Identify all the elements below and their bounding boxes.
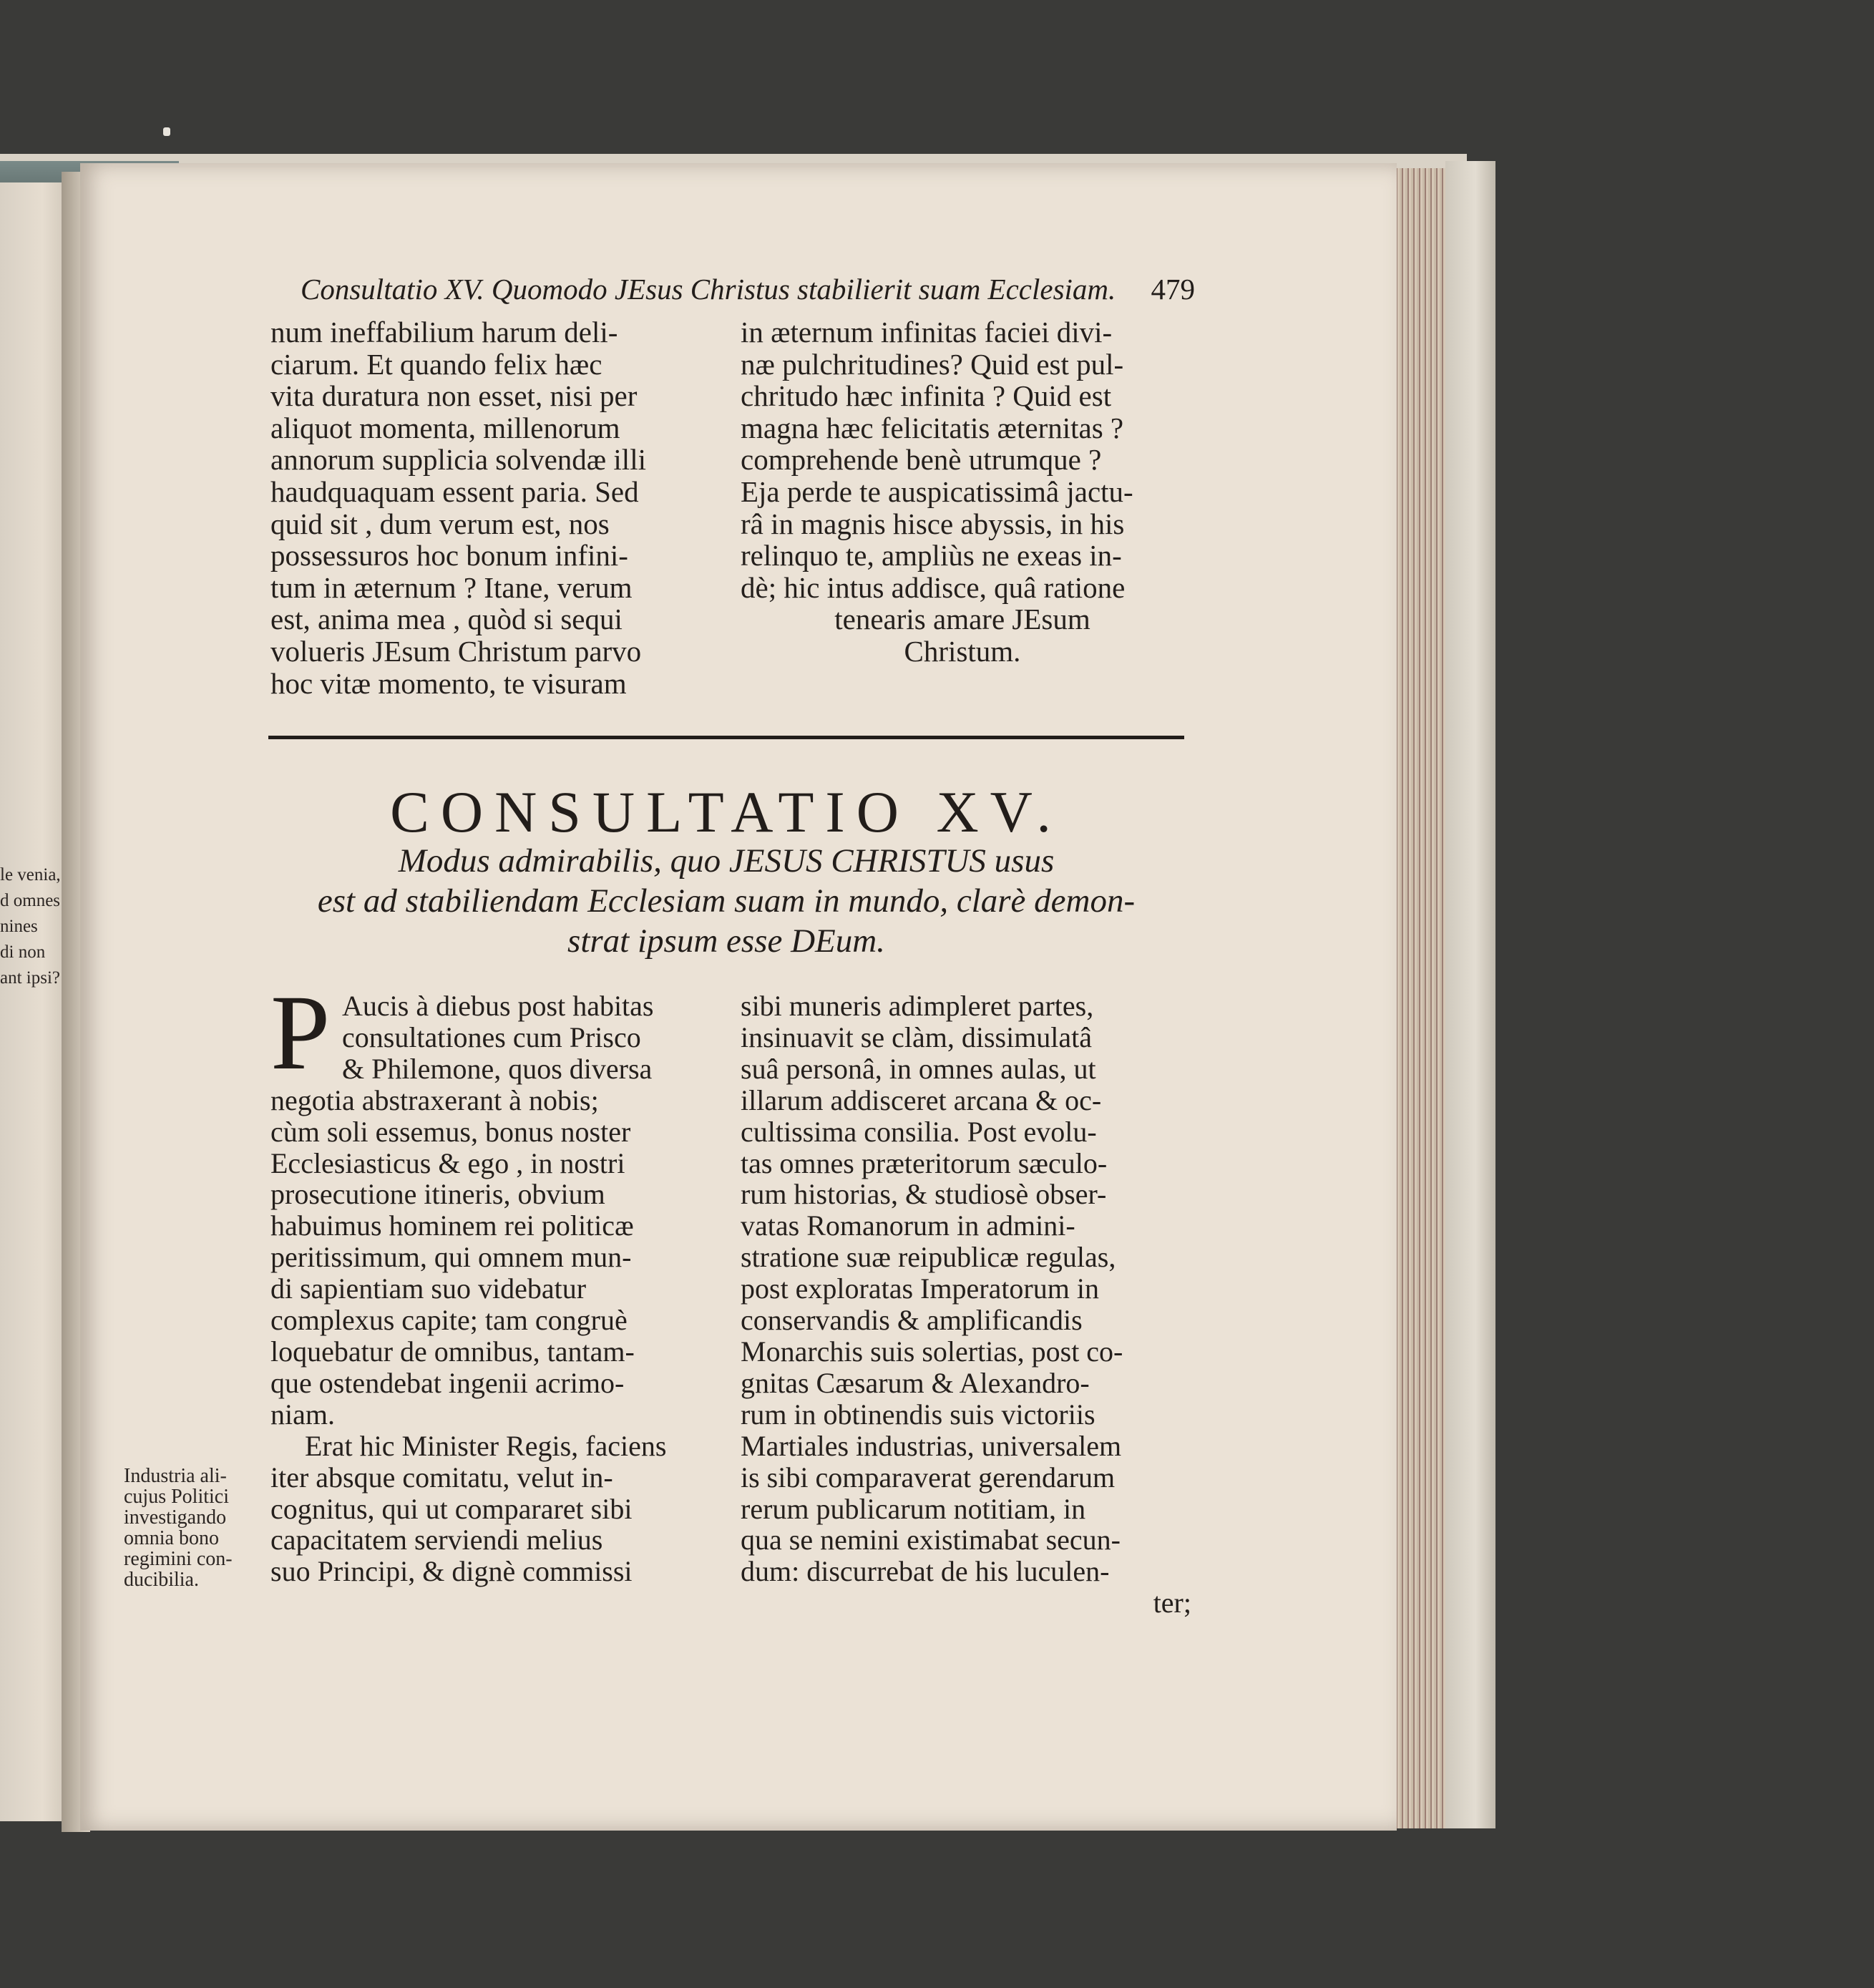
- catchword: ter;: [1153, 1587, 1191, 1619]
- text-line: quid sit , dum verum est, nos: [270, 507, 610, 540]
- section-heading: CONSULTATIO XV.: [390, 779, 1063, 844]
- note-line: investigando: [124, 1506, 227, 1529]
- text-line: peritissimum, qui omnem mun-: [270, 1241, 632, 1274]
- text-line: volueris JEsum Christum parvo: [270, 634, 642, 668]
- margin-fragment: d omnes: [0, 891, 61, 910]
- text-line: qua se nemini existimabat secun-: [741, 1524, 1121, 1556]
- text-line: Ecclesiasticus & ego , in nostri: [270, 1146, 625, 1179]
- text-line: Erat hic Minister Regis, faciens: [305, 1429, 667, 1462]
- text-line: cultissima consilia. Post evolu-: [741, 1115, 1097, 1148]
- text-line: is sibi comparaverat gerendarum: [741, 1461, 1116, 1494]
- note-line: omnia bono: [124, 1527, 219, 1549]
- text-line: rum in obtinendis suis victoriis: [741, 1398, 1095, 1431]
- text-line: tum in æternum ? Itane, verum: [270, 570, 633, 604]
- note-line: Industria ali-: [124, 1465, 227, 1487]
- subtitle-line: est ad stabiliendam Ecclesiam suam in mundo, clarè demon-: [317, 882, 1136, 920]
- page-block-edges: [1388, 168, 1445, 1828]
- top-left-column: [270, 316, 714, 699]
- margin-fragment: ant ipsi?: [0, 968, 61, 988]
- subtitle-line: Modus admirabilis, quo JESUS CHRISTUS usus: [398, 842, 1055, 880]
- margin-fragment: di non: [0, 942, 46, 962]
- margin-fragment: le venia,: [0, 865, 61, 885]
- section-subtitle: [268, 841, 1184, 961]
- section-divider-rule: [268, 736, 1184, 739]
- subtitle-line: strat ipsum esse DEum.: [567, 922, 885, 960]
- text-line: conservandis & amplificandis: [741, 1304, 1083, 1337]
- top-right-column: [741, 316, 1184, 668]
- text-line: possessuros hoc bonum infini-: [270, 539, 628, 572]
- text-line: niam.: [270, 1398, 335, 1431]
- left-page-margin-text: [0, 862, 72, 991]
- text-line: haudquaquam essent paria. Sed: [270, 474, 639, 508]
- text-line: tas omnes præteritorum sæculo-: [741, 1146, 1108, 1179]
- text-line-centered: tenearis amare JEsum: [834, 603, 1090, 636]
- text-line: relinquo te, ampliùs ne exeas in-: [741, 539, 1122, 572]
- drop-cap: P: [270, 973, 331, 1092]
- text-line: dè; hic intus addisce, quâ ratione: [741, 570, 1126, 604]
- text-line: capacitatem serviendi melius: [270, 1524, 603, 1556]
- text-line: Monarchis suis solertias, post co-: [741, 1335, 1123, 1368]
- text-line: iter absque comitatu, velut in-: [270, 1461, 613, 1494]
- paper-fleck: [163, 127, 170, 136]
- text-line: cognitus, qui ut compararet sibi: [270, 1492, 633, 1525]
- text-line: & Philemone, quos diversa: [342, 1052, 653, 1085]
- text-line: næ pulchritudines? Quid est pul-: [741, 347, 1124, 381]
- text-line: aliquot momenta, millenorum: [270, 411, 620, 444]
- text-line: vita duratura non esset, nisi per: [270, 379, 638, 413]
- text-line: ciarum. Et quando felix hæc: [270, 347, 602, 381]
- text-line: rerum publicarum notitiam, in: [741, 1492, 1086, 1525]
- text-line: insinuavit se clàm, dissimulatâ: [741, 1020, 1093, 1053]
- text-line: consultationes cum Prisco: [342, 1020, 641, 1053]
- note-line: cujus Politici: [124, 1486, 229, 1508]
- text-line: est, anima mea , quòd si sequi: [270, 603, 623, 636]
- text-line: stratione suæ reipublicæ regulas,: [741, 1241, 1116, 1274]
- text-line: annorum supplicia solvendæ illi: [270, 443, 646, 477]
- body-right-column: [741, 990, 1191, 1619]
- text-line: vatas Romanorum in admini-: [741, 1209, 1075, 1242]
- running-header: [301, 272, 1195, 308]
- marginal-note: [124, 1466, 270, 1590]
- text-line: hoc vitæ momento, te visuram: [270, 666, 627, 700]
- running-title: Consultatio XV. Quomodo JEsus Christus stabilierit suam Ecclesiam.: [301, 273, 1116, 306]
- text-line: râ in magnis hisce abyssis, in his: [741, 507, 1125, 540]
- book-cover-edge: [1445, 161, 1495, 1828]
- text-line: que ostendebat ingenii acrimo-: [270, 1366, 625, 1399]
- text-line: rum historias, & studiosè obser-: [741, 1178, 1107, 1211]
- text-line: dum: discurrebat de his luculen-: [741, 1555, 1110, 1588]
- note-line: regimini con-: [124, 1548, 233, 1570]
- text-line: habuimus hominem rei politicæ: [270, 1209, 634, 1242]
- text-line: loquebatur de omnibus, tantam-: [270, 1335, 635, 1368]
- text-line: negotia abstraxerant à nobis;: [270, 1083, 599, 1116]
- text-line: chritudo hæc infinita ? Quid est: [741, 379, 1112, 413]
- page-number: 479: [1151, 273, 1195, 306]
- text-line: Martiales industrias, universalem: [741, 1429, 1122, 1462]
- text-line: cùm soli essemus, bonus noster: [270, 1115, 631, 1148]
- text-line: di sapientiam suo videbatur: [270, 1272, 587, 1305]
- text-line: suo Principi, & dignè commissi: [270, 1555, 633, 1588]
- text-line: Aucis à diebus post habitas: [342, 990, 654, 1022]
- text-line: complexus capite; tam congruè: [270, 1304, 628, 1337]
- text-line: illarum addisceret arcana & oc-: [741, 1083, 1102, 1116]
- text-line-centered: Christum.: [904, 634, 1021, 668]
- text-line: prosecutione itineris, obvium: [270, 1178, 605, 1211]
- margin-fragment: nines: [0, 917, 38, 936]
- text-line: in æternum infinitas faciei divi-: [741, 316, 1113, 349]
- text-line: suâ personâ, in omnes aulas, ut: [741, 1052, 1096, 1085]
- text-line: magna hæc felicitatis æternitas ?: [741, 411, 1124, 444]
- text-line: num ineffabilium harum deli-: [270, 316, 618, 349]
- note-line: ducibilia.: [124, 1569, 199, 1591]
- text-line: Eja perde te auspicatissimâ jactu-: [741, 474, 1133, 508]
- text-line: sibi muneris adimpleret partes,: [741, 990, 1094, 1022]
- text-line: gnitas Cæsarum & Alexandro-: [741, 1366, 1090, 1399]
- text-line: comprehende benè utrumque ?: [741, 443, 1102, 477]
- text-line: post exploratas Imperatorum in: [741, 1272, 1099, 1305]
- body-left-column: [270, 990, 721, 1587]
